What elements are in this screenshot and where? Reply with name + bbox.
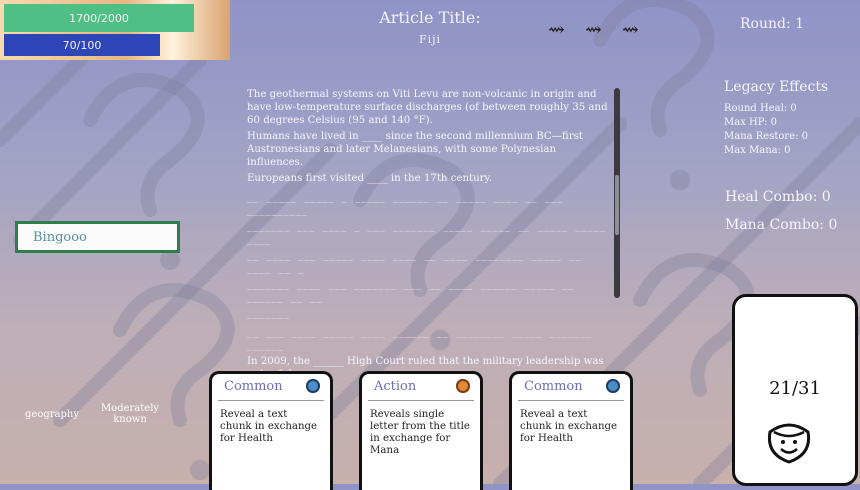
- mana-text: 70/100: [62, 38, 102, 52]
- max-mana-stat: Max Mana: 0: [724, 145, 791, 156]
- squiggle-arrow-icon: ⇝: [585, 17, 602, 41]
- squiggle-arrow-icon: ⇝: [622, 17, 639, 41]
- card-divider: [518, 400, 624, 401]
- hidden-text-line: __ ___ ____ _____ ____ ______ __ ________ _____ _______ ______: [247, 327, 593, 351]
- hidden-text-line: _______ ____ ___ _______ ___ __ ____ ______ _____ __ ______ __ __: [247, 279, 575, 303]
- squiggle-arrow-icon: ⇝: [548, 17, 565, 41]
- health-bar: [4, 4, 194, 32]
- card-description: Reveals single letter from the title in exchange for Mana: [370, 409, 470, 456]
- ability-card[interactable]: [209, 371, 333, 490]
- heal-combo-stat: Heal Combo: 0: [725, 189, 831, 205]
- max-hp-stat: Max HP: 0: [724, 117, 778, 128]
- guess-input[interactable]: [15, 221, 180, 253]
- article-paragraph: In 2009, the ______ High Court ruled that the military leadership was: [247, 356, 604, 367]
- card-description: Reveal a text chunk in exchange for Health: [220, 409, 318, 444]
- ability-card[interactable]: [509, 371, 633, 490]
- article-paragraph: Humans have lived in ____ since the second millennium BC—first Austronesians and later Melanesians, with some Polynesian influences.: [247, 131, 583, 168]
- hidden-text-line: _______: [247, 308, 290, 319]
- ability-card[interactable]: [359, 371, 483, 490]
- legacy-effects-title: Legacy Effects: [724, 79, 829, 95]
- health-text: 1700/2000: [69, 11, 129, 25]
- hidden-text-line: __ ____ ___ _____ ____ ____ __ ____ ________ _____ __ ____ __ _: [247, 250, 582, 274]
- popularity-tag: Moderately known: [100, 403, 160, 425]
- hidden-text-line: _______ ___ ____ _ ___ _______ _____ _____ __ _____ _____ ____: [247, 221, 606, 245]
- gem-icon: [306, 379, 320, 393]
- status-panel: [0, 0, 230, 60]
- card-type: Action: [374, 379, 417, 394]
- card-divider: [218, 400, 324, 401]
- article-paragraph: Europeans first visited ____ in the 17th century.: [247, 173, 493, 184]
- guess-input-value: Bingooo: [33, 229, 87, 245]
- article-scrollbar-thumb[interactable]: [615, 175, 619, 235]
- mana-bar: [4, 34, 160, 56]
- article-text[interactable]: [247, 88, 612, 384]
- article-title-label: Article Title:: [379, 8, 481, 27]
- deck-count: 21/31: [769, 378, 821, 399]
- round-heal-stat: Round Heal: 0: [724, 103, 797, 114]
- smiling-pot-icon: [766, 418, 812, 464]
- article-paragraph: The geothermal systems on Viti Levu are non-volcanic in origin and have low-temperature surface discharges (of between roughly 35 and 60 degrees Celsius (95 and 140 °F).: [247, 89, 608, 126]
- round-counter: Round: 1: [740, 16, 805, 32]
- gem-icon: [606, 379, 620, 393]
- card-description: Reveal a text chunk in exchange for Health: [520, 409, 618, 444]
- mana-restore-stat: Mana Restore: 0: [724, 131, 809, 142]
- card-type: Common: [524, 379, 583, 394]
- card-type: Common: [224, 379, 283, 394]
- mana-combo-stat: Mana Combo: 0: [725, 217, 838, 233]
- hidden-text-line: __ _____ _____ _ _____ ______ __ _____ ____ __ ___ __________: [247, 192, 564, 216]
- card-divider: [368, 400, 474, 401]
- article-title-value: Fiji: [418, 33, 442, 46]
- category-tag: geography: [25, 409, 79, 420]
- gem-icon: [456, 379, 470, 393]
